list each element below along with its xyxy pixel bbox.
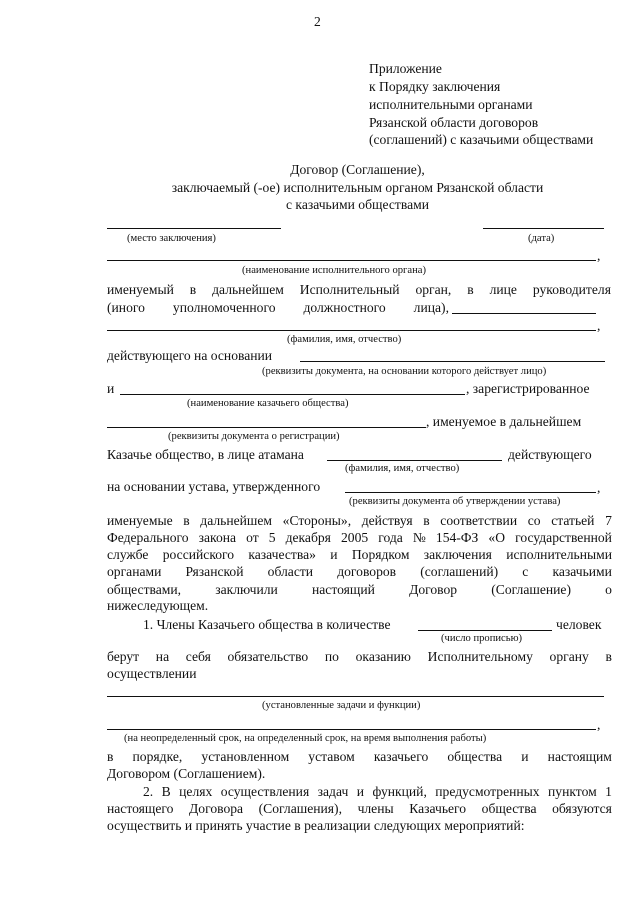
term-caption: (на неопределенный срок, на определенный срок, на время выполнения работы) [124,733,487,744]
registered-label: , зарегистрированное [466,381,590,396]
document-title-1: Договор (Соглашение), [290,162,425,177]
p1-start: 1. Члены Казачьего общества в количестве [143,617,391,632]
page-number: 2 [314,14,321,29]
named-line-1: именуемый в дальнейшем Исполнительный орган, в лице руководителя [107,282,611,297]
place-caption: (место заключения) [127,233,216,244]
tasks-field[interactable] [107,696,604,697]
society-ataman-label: Казачье общество, в лице атамана [107,447,304,462]
p2-line-3: осуществить и принять участие в реализации следующих мероприятий: [107,818,525,833]
place-field[interactable] [107,228,281,229]
named-further-label: , именуемое в дальнейшем [426,414,582,429]
acting-label: действующего [508,447,592,462]
appendix-line-3: исполнительными органами [369,97,533,112]
term-field[interactable] [107,729,596,730]
organ-name-field[interactable] [107,260,596,261]
comma: , [597,480,601,495]
date-field[interactable] [483,228,604,229]
document-title-2: заключаемый (-ое) исполнительным органом Рязанской области [171,180,544,195]
comma: , [597,717,601,732]
charter-doc-caption: (реквизиты документа об утверждении устава) [349,496,561,507]
p2-line-1: 2. В целях осуществления задач и функций, предусмотренных пунктом 1 [143,784,612,799]
basis-doc-field[interactable] [300,361,605,362]
comma: , [597,318,601,333]
parties-line-2: Федерального закона от 5 декабря 2005 года № 154-ФЗ «О государственной [107,530,612,545]
p2-line-2: настоящего Договора (Соглашения), члены Казачьего общества обязуются [107,801,612,816]
appendix-line-5: (соглашений) с казачьими обществами [369,132,594,147]
named-line-2: (иного уполномоченного должностного лица), [107,300,449,315]
p1-line-2: осуществлении [107,666,197,681]
appendix-line-2: к Порядку заключения [369,79,501,94]
and-label: и [107,381,115,396]
parties-line-5: обществами, заключили настоящий Договор (Соглашение) о [107,582,612,597]
charter-basis-label: на основании устава, утвержденного [107,479,321,494]
parties-line-1: именуемые в дальнейшем «Стороны», действуя в соответствии со статьей 7 [107,513,612,528]
registration-doc-field[interactable] [107,427,426,428]
count-caption: (число прописью) [441,633,523,644]
appendix-line-1: Приложение [369,61,442,76]
registration-doc-caption: (реквизиты документа о регистрации) [168,431,340,442]
tasks-caption: (установленные задачи и функции) [262,700,421,711]
parties-line-4: органами Рязанской области договоров (соглашений) с казачьими [107,564,612,579]
p1-line-4: Договором (Соглашением). [107,766,266,781]
official-field[interactable] [452,313,596,314]
fio-field[interactable] [107,330,596,331]
p1-line-3: в порядке, установленном уставом казачьего общества и настоящим [107,749,612,764]
p1-line-1: берут на себя обязательство по оказанию Исполнительному органу в [107,649,612,664]
society-name-caption: (наименование казачьего общества) [187,398,349,409]
appendix-line-4: Рязанской области договоров [369,115,539,130]
society-name-field[interactable] [120,394,465,395]
date-caption: (дата) [528,233,555,244]
people-label: человек [556,617,602,632]
fio-caption: (фамилия, имя, отчество) [287,334,402,345]
parties-line-3: службе российского казачества» и Порядком заключения исполнительными [107,547,612,562]
basis-doc-caption: (реквизиты документа, на основании которого действует лицо) [262,366,547,377]
ataman-fio-field[interactable] [327,460,502,461]
parties-line-6: нижеследующем. [107,598,209,613]
document-title-3: с казачьими обществами [286,197,429,212]
comma: , [597,248,601,263]
acting-basis-label: действующего на основании [107,348,273,363]
charter-doc-field[interactable] [345,492,596,493]
ataman-fio-caption: (фамилия, имя, отчество) [345,463,460,474]
organ-name-caption: (наименование исполнительного органа) [242,265,426,276]
count-field[interactable] [418,630,552,631]
